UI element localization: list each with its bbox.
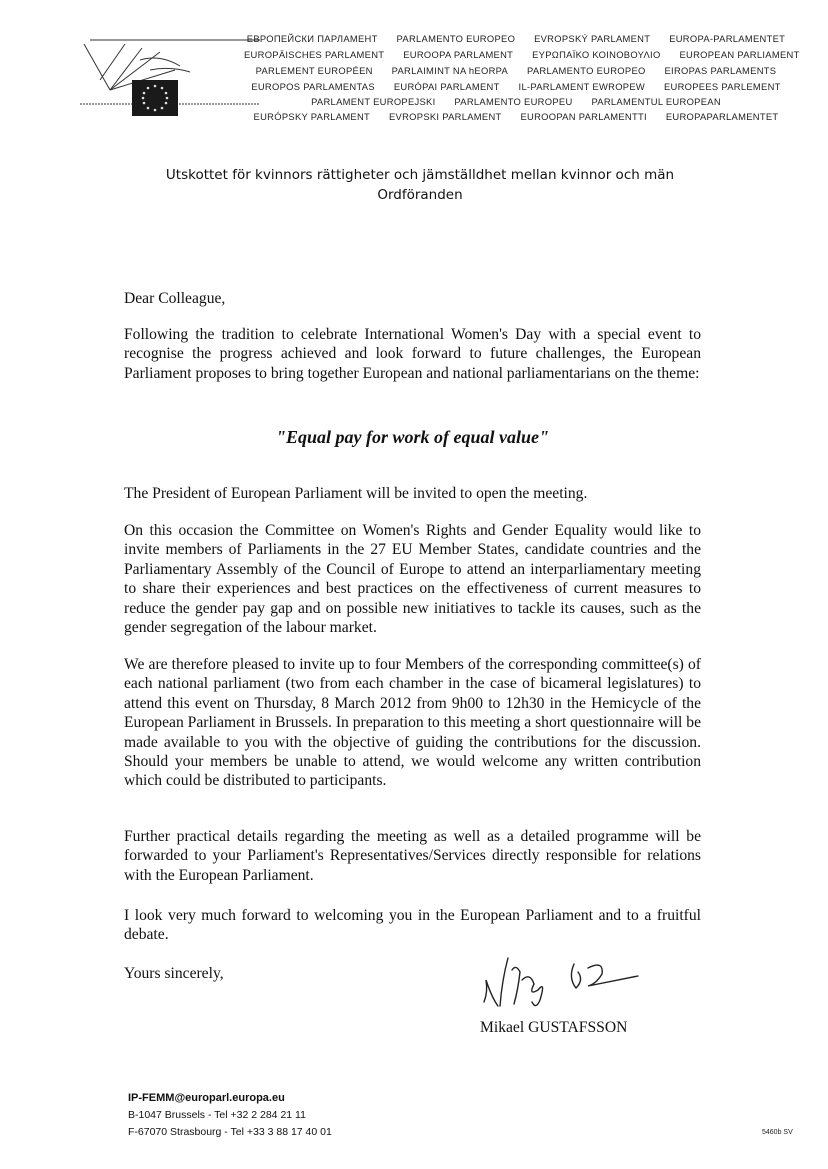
committee-role: Ordföranden	[377, 187, 463, 203]
parliament-name: PARLAMENTO EUROPEO	[526, 65, 646, 76]
contact-email[interactable]: IP-FEMM@europarl.europa.eu	[128, 1092, 285, 1104]
parliament-names-row-4	[236, 81, 796, 92]
parliament-name: EIROPAS PARLAMENTS	[664, 65, 777, 76]
parliament-name: EUROPOS PARLAMENTAS	[251, 81, 375, 92]
parliament-name: EVROPSKÝ PARLAMENT	[534, 33, 651, 44]
strasbourg-address: F-67070 Strasbourg - Tel +33 3 88 17 40 01	[128, 1126, 332, 1138]
paragraph-intro: Following the tradition to celebrate International Women's Day with a special event to recognise the progress achieved and look forward to future challenges, the European Parliament proposes to bring together European and national parliamentarians on the theme:	[124, 326, 701, 382]
parliament-name: EUROPA-PARLAMENTET	[669, 33, 786, 44]
parliament-name: PARLAMENTUL EUROPEAN	[591, 96, 721, 107]
parliament-name: ЕВРОПЕЙСКИ ПАРЛАМЕНТ	[246, 33, 378, 44]
parliament-name: EURÓPSKY PARLAMENT	[253, 111, 371, 122]
parliament-names-row-5	[236, 96, 796, 107]
parliament-name: EURÓPAI PARLAMENT	[393, 81, 500, 92]
parliament-names-row-3	[236, 65, 796, 76]
parliament-name: PARLEMENT EUROPÉEN	[255, 65, 373, 76]
document-reference: 5460b SV	[762, 1129, 793, 1136]
paragraph-invitation: On this occasion the Committee on Women's Rights and Gender Equality would like to invite members of Parliaments in the 27 EU Member States, candidate countries and the Parliamentary Assembly of the Council of Europe to attend an interparliamentary meeting to share their experiences and best practices on the effectiveness of current measures to reduce the gender pay gap and on possible new initiatives to tackle its causes, such as the gender segregation of the labour market.	[124, 522, 701, 637]
parliament-name: PARLAIMINT NA hEORPA	[391, 65, 509, 76]
salutation: Dear Colleague,	[124, 290, 226, 307]
parliament-name: EUROOPA PARLAMENT	[403, 49, 514, 60]
signatory-name: Mikael GUSTAFSSON	[480, 1019, 628, 1036]
parliament-name: PARLAMENTO EUROPEU	[454, 96, 573, 107]
handwritten-signature	[478, 950, 668, 1012]
paragraph-details: We are therefore pleased to invite up to four Members of the corresponding committee(s) of each national parliament (two from each chamber in the case of bicameral legislatures) to attend this event on Thursday, 8 March 2012 from 9h00 to 12h30 in the Hemicycle of the European Parliament in Brussels. In preparation to this meeting a short questionnaire will be made available to you with the objective of guiding the contributions for the discussion. Should your members be unable to attend, we would welcome any written contribution which could be distributed to participants.	[124, 656, 701, 790]
parliament-name: ΕΥΡΩΠΑΪΚΟ ΚΟΙΝΟΒΟΥΛΙΟ	[532, 49, 661, 60]
parliament-names-row-1	[236, 33, 796, 44]
parliament-name: PARLAMENT EUROPEJSKI	[311, 96, 436, 107]
paragraph-practical: Further practical details regarding the meeting as well as a detailed programme will be forwarded to your Parliament's Representatives/Services directly responsible for relations with the European Parliament.	[124, 828, 701, 884]
brussels-address: B-1047 Brussels - Tel +32 2 284 21 11	[128, 1109, 306, 1121]
parliament-name: EVROPSKI PARLAMENT	[389, 111, 502, 122]
parliament-name: PARLAMENTO EUROPEO	[396, 33, 516, 44]
parliament-names-row-2	[236, 49, 800, 60]
european-parliament-logo	[80, 30, 260, 130]
parliament-names-row-6	[236, 111, 796, 122]
theme-title: "Equal pay for work of equal value"	[276, 427, 549, 447]
parliament-name: EUROPÄISCHES PARLAMENT	[244, 49, 385, 60]
committee-name: Utskottet för kvinnors rättigheter och jämställdhet mellan kvinnor och män	[165, 167, 675, 183]
paragraph-closing-wish: I look very much forward to welcoming you in the European Parliament and to a fruitful debate.	[124, 907, 701, 944]
parliament-name: EUROPAPARLAMENTET	[665, 111, 779, 122]
footer-contact	[128, 1090, 332, 1141]
paragraph-president: The President of European Parliament will be invited to open the meeting.	[124, 485, 588, 502]
closing: Yours sincerely,	[124, 965, 224, 982]
parliament-name: EUROPEES PARLEMENT	[663, 81, 781, 92]
parliament-name: IL-PARLAMENT EWROPEW	[518, 81, 646, 92]
parliament-name: EUROPEAN PARLIAMENT	[679, 49, 800, 60]
parliament-name: EUROOPAN PARLAMENTTI	[520, 111, 647, 122]
